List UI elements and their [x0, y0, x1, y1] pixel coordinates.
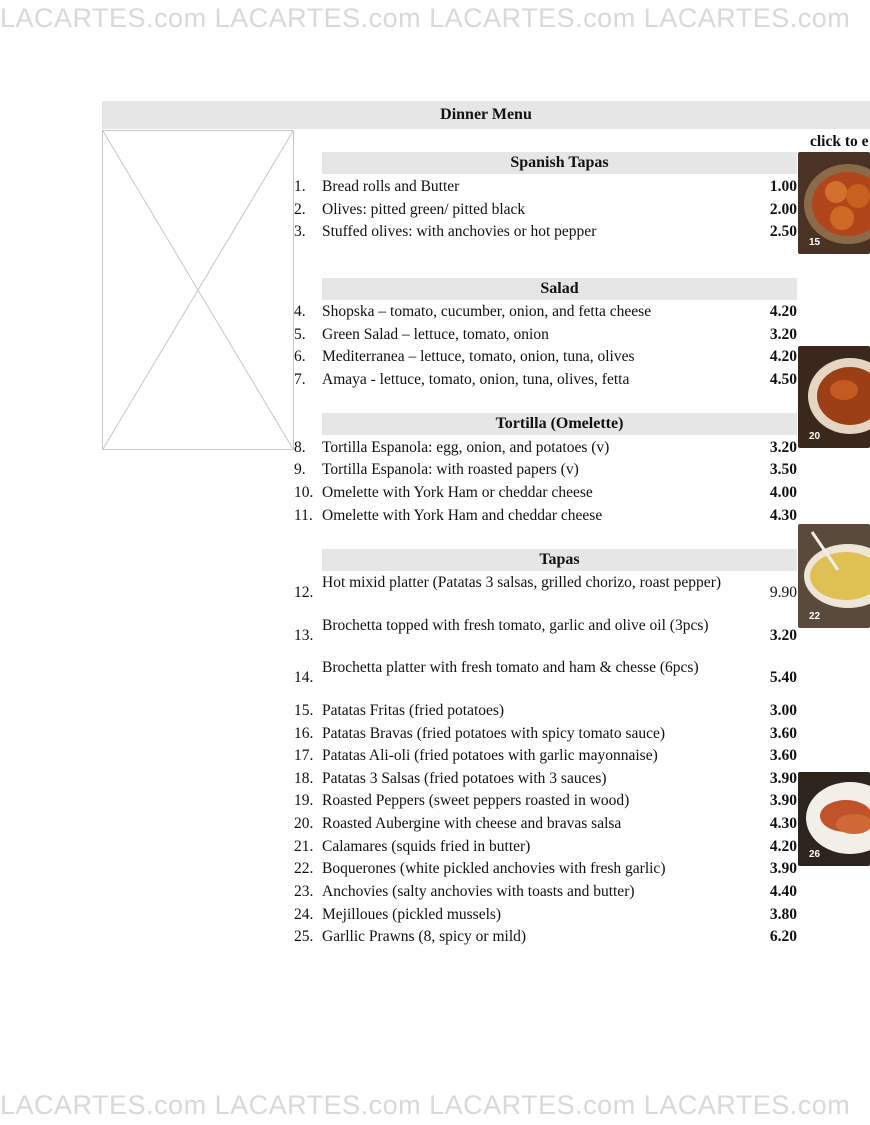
- item-description: Brochetta topped with fresh tomato, garlic and olive oil (3pcs): [322, 617, 709, 634]
- item-price: 4.30: [769, 507, 797, 524]
- item-number: 24.: [294, 906, 314, 923]
- item-price: 4.20: [769, 348, 797, 365]
- item-price: 3.20: [769, 439, 797, 456]
- item-number: 21.: [294, 838, 314, 855]
- food-photo[interactable]: [798, 346, 870, 448]
- item-description: Anchovies (salty anchovies with toasts and butter): [322, 883, 635, 900]
- broken-image-icon: [103, 131, 293, 449]
- item-description: Green Salad – lettuce, tomato, onion: [322, 326, 549, 343]
- section-header-salad: Salad: [322, 278, 797, 300]
- item-description: Roasted Aubergine with cheese and bravas salsa: [322, 815, 622, 832]
- item-description: Calamares (squids fried in butter): [322, 838, 531, 855]
- item-description: Roasted Peppers (sweet peppers roasted in wood): [322, 792, 630, 809]
- item-price: 3.20: [769, 326, 797, 343]
- item-number: 5.: [294, 326, 306, 343]
- section-header-tortilla: Tortilla (Omelette): [322, 413, 797, 435]
- item-price: 2.00: [769, 201, 797, 218]
- click-to-enlarge-link[interactable]: click to e: [810, 133, 869, 150]
- item-price: 1.00: [769, 178, 797, 195]
- item-number: 10.: [294, 484, 314, 501]
- photo-number: 20: [809, 431, 821, 442]
- item-number: 8.: [294, 439, 306, 456]
- item-number: 7.: [294, 371, 306, 388]
- item-number: 9.: [294, 461, 306, 478]
- item-number: 20.: [294, 815, 314, 832]
- item-description: Mediterranea – lettuce, tomato, onion, tuna, olives: [322, 348, 635, 365]
- item-number: 23.: [294, 883, 314, 900]
- item-description: Shopska – tomato, cucumber, onion, and fetta cheese: [322, 303, 652, 320]
- item-price: 2.50: [769, 223, 797, 240]
- item-description: Omelette with York Ham and cheddar cheese: [322, 507, 603, 524]
- photo-number: 26: [809, 849, 821, 860]
- item-price: 4.50: [769, 371, 797, 388]
- item-price: 3.90: [769, 792, 797, 809]
- item-description: Brochetta platter with fresh tomato and ham & chesse (6pcs): [322, 659, 699, 676]
- item-number: 4.: [294, 303, 306, 320]
- watermark-top: LACARTES.com LACARTES.com LACARTES.com LACARTES.com: [0, 3, 851, 33]
- item-description: Olives: pitted green/ pitted black: [322, 201, 526, 218]
- food-photo[interactable]: [798, 524, 870, 628]
- item-description: Boquerones (white pickled anchovies with fresh garlic): [322, 860, 666, 877]
- item-description: Patatas Fritas (fried potatoes): [322, 702, 505, 719]
- item-description: Tortilla Espanola: with roasted papers (v): [322, 461, 579, 478]
- item-number: 17.: [294, 747, 314, 764]
- item-number: 15.: [294, 702, 314, 719]
- item-number: 12.: [294, 584, 314, 601]
- section-header-tapas: Tapas: [322, 549, 797, 571]
- item-number: 1.: [294, 178, 306, 195]
- item-price: 3.60: [769, 725, 797, 742]
- item-description: Patatas Ali-oli (fried potatoes with garlic mayonnaise): [322, 747, 658, 764]
- item-price: 3.50: [769, 461, 797, 478]
- photo-number: 22: [809, 611, 821, 622]
- item-description: Omelette with York Ham or cheddar cheese: [322, 484, 593, 501]
- item-number: 3.: [294, 223, 306, 240]
- item-number: 18.: [294, 770, 314, 787]
- item-description: Mejilloues (pickled mussels): [322, 906, 502, 923]
- item-description: Garllic Prawns (8, spicy or mild): [322, 928, 527, 945]
- item-price: 5.40: [769, 669, 797, 686]
- image-placeholder: [102, 130, 294, 450]
- item-price: 4.30: [769, 815, 797, 832]
- food-photo[interactable]: [798, 772, 870, 866]
- item-number: 13.: [294, 627, 314, 644]
- item-price: 3.60: [769, 747, 797, 764]
- item-price: 3.80: [769, 906, 797, 923]
- food-photo[interactable]: [798, 152, 870, 254]
- item-price: 3.90: [769, 770, 797, 787]
- item-number: 16.: [294, 725, 314, 742]
- item-description: Patatas Bravas (fried potatoes with spicy tomato sauce): [322, 725, 666, 742]
- item-price: 3.00: [769, 702, 797, 719]
- item-price: 4.20: [769, 838, 797, 855]
- item-price: 4.40: [769, 883, 797, 900]
- item-description: Hot mixid platter (Patatas 3 salsas, grilled chorizo, roast pepper): [322, 574, 722, 591]
- item-number: 25.: [294, 928, 314, 945]
- item-description: Amaya - lettuce, tomato, onion, tuna, olives, fetta: [322, 371, 630, 388]
- item-description: Bread rolls and Butter: [322, 178, 460, 195]
- photo-number: 15: [809, 237, 821, 248]
- item-price: 3.90: [769, 860, 797, 877]
- item-number: 19.: [294, 792, 314, 809]
- item-price: 4.20: [769, 303, 797, 320]
- item-number: 6.: [294, 348, 306, 365]
- item-price: 9.90: [769, 584, 797, 601]
- item-description: Patatas 3 Salsas (fried potatoes with 3 sauces): [322, 770, 607, 787]
- item-number: 2.: [294, 201, 306, 218]
- menu-title: Dinner Menu: [102, 101, 870, 129]
- item-price: 6.20: [769, 928, 797, 945]
- item-number: 11.: [294, 507, 313, 524]
- item-number: 14.: [294, 669, 314, 686]
- item-description: Tortilla Espanola: egg, onion, and potatoes (v): [322, 439, 610, 456]
- item-number: 22.: [294, 860, 314, 877]
- watermark-bottom: LACARTES.com LACARTES.com LACARTES.com LACARTES.com: [0, 1090, 851, 1120]
- item-description: Stuffed olives: with anchovies or hot pepper: [322, 223, 597, 240]
- item-price: 4.00: [769, 484, 797, 501]
- item-price: 3.20: [769, 627, 797, 644]
- section-header-spanish-tapas: Spanish Tapas: [322, 152, 797, 174]
